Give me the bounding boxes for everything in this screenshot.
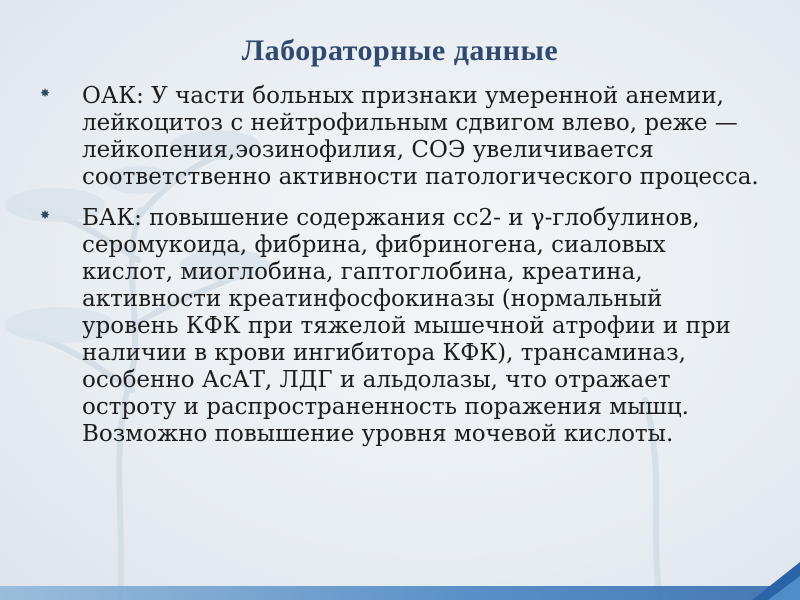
footer-band xyxy=(0,586,800,600)
bullet-list xyxy=(40,83,760,462)
bullet-text: БАК: повышение содержания сс2- и γ-глобулинов, серомукоида, фибрина, фибриногена, сиаловых кислот, миоглобина, гаптоглобина, креатина, активности креатинфосфокиназы (нормальный уровень КФК при тяжелой мышечной атрофии и при наличии в крови ингибитора КФК), трансаминаз, особенно АсАТ, ЛДГ и альдолазы, что отражает остроту и распространенность поражения мышц. Возможно повышение уровня мочевой кислоты. xyxy=(82,205,731,447)
bullet-item-bak xyxy=(40,205,760,448)
corner-ribbon-decoration xyxy=(740,556,800,600)
asterisk-bullet-icon: ✸ xyxy=(40,208,51,222)
slide-title: Лабораторные данные xyxy=(241,34,559,67)
bullet-text: ОАК: У части больных признаки умеренной анемии, лейкоцитоз с нейтрофильным сдвигом влево, реже — лейкопения,эозинофилия, СОЭ увеличивается соответственно активности патологического процесса. xyxy=(82,83,759,190)
asterisk-bullet-icon: ✸ xyxy=(40,86,51,100)
bullet-item-oak xyxy=(40,83,760,191)
